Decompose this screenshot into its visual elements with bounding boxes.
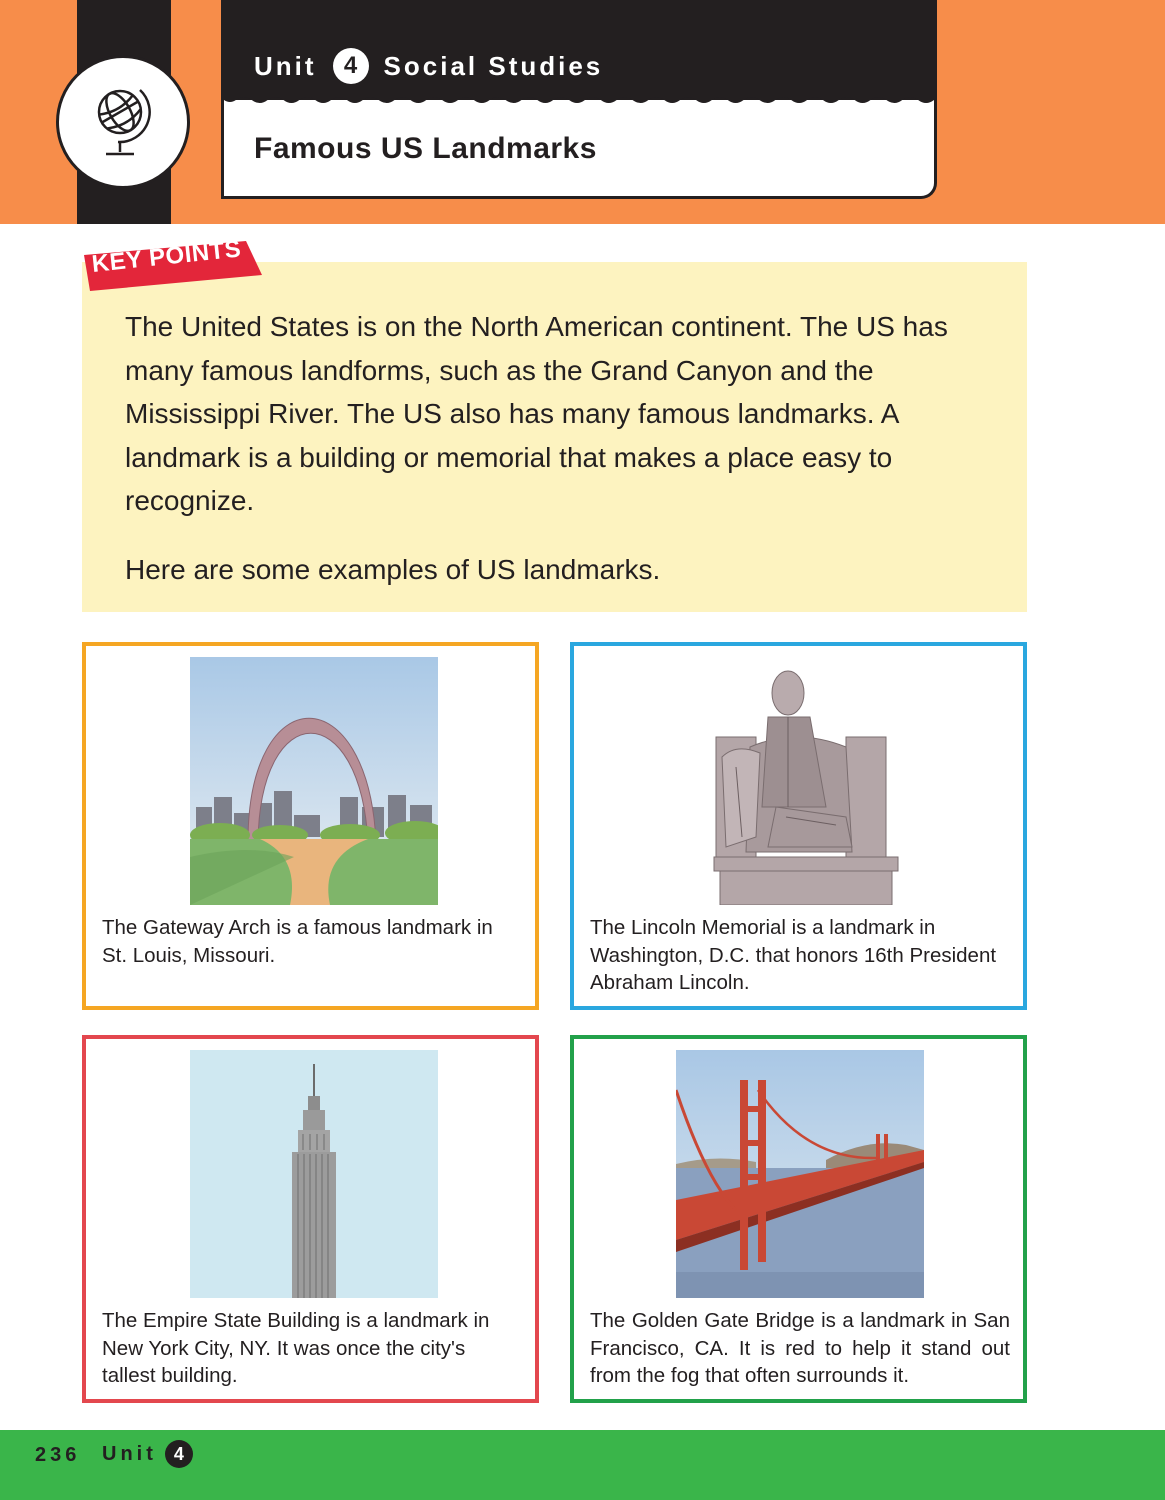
- key-points-paragraph: Here are some examples of US landmarks.: [125, 553, 661, 585]
- unit-heading: [254, 48, 603, 84]
- card-caption: The Empire State Building is a landmark in New York City, NY. It was once the city's tallest building.: [102, 1309, 490, 1387]
- card-caption: The Gateway Arch is a famous landmark in St. Louis, Missouri.: [102, 916, 493, 967]
- landmark-card-gateway-arch: [82, 642, 539, 1010]
- page-number: 236: [35, 1444, 81, 1466]
- unit-label: Unit: [254, 50, 317, 81]
- footer-unit-number-badge: 4: [165, 1440, 193, 1468]
- landmark-card-empire-state-building: [82, 1035, 539, 1403]
- golden-gate-bridge-illustration: [676, 1050, 924, 1298]
- footer-unit-label: Unit: [102, 1442, 157, 1465]
- unit-number-badge: 4: [333, 48, 369, 84]
- title-panel: [221, 0, 937, 199]
- globe-badge: [56, 55, 190, 189]
- wave-divider: [224, 94, 934, 106]
- key-points-text: [125, 305, 1005, 591]
- landmark-card-golden-gate-bridge: [570, 1035, 1027, 1403]
- gateway-arch-illustration: [190, 657, 438, 905]
- card-caption: The Golden Gate Bridge is a landmark in San Francisco, CA. It is red to help it stand out from the fog that often surrounds it.: [590, 1309, 1010, 1387]
- globe-icon: [88, 82, 158, 162]
- key-points-tag-label: KEY POINTS: [90, 235, 243, 278]
- footer-unit: [102, 1440, 193, 1468]
- card-caption: The Lincoln Memorial is a landmark in Washington, D.C. that honors 16th President Abraham Lincoln.: [590, 916, 997, 994]
- subject-label: Social Studies: [383, 50, 604, 81]
- lincoln-memorial-illustration: [676, 657, 924, 905]
- lesson-title: Famous US Landmarks: [254, 132, 597, 165]
- landmark-card-lincoln-memorial: [570, 642, 1027, 1010]
- empire-state-building-illustration: [190, 1050, 438, 1298]
- key-points-paragraph: The United States is on the North American continent. The US has many famous landforms, such as the Grand Canyon and the Mississippi River. The US also has many famous landmarks. A landmark is a building or memorial that makes a place easy to recognize.: [125, 311, 948, 516]
